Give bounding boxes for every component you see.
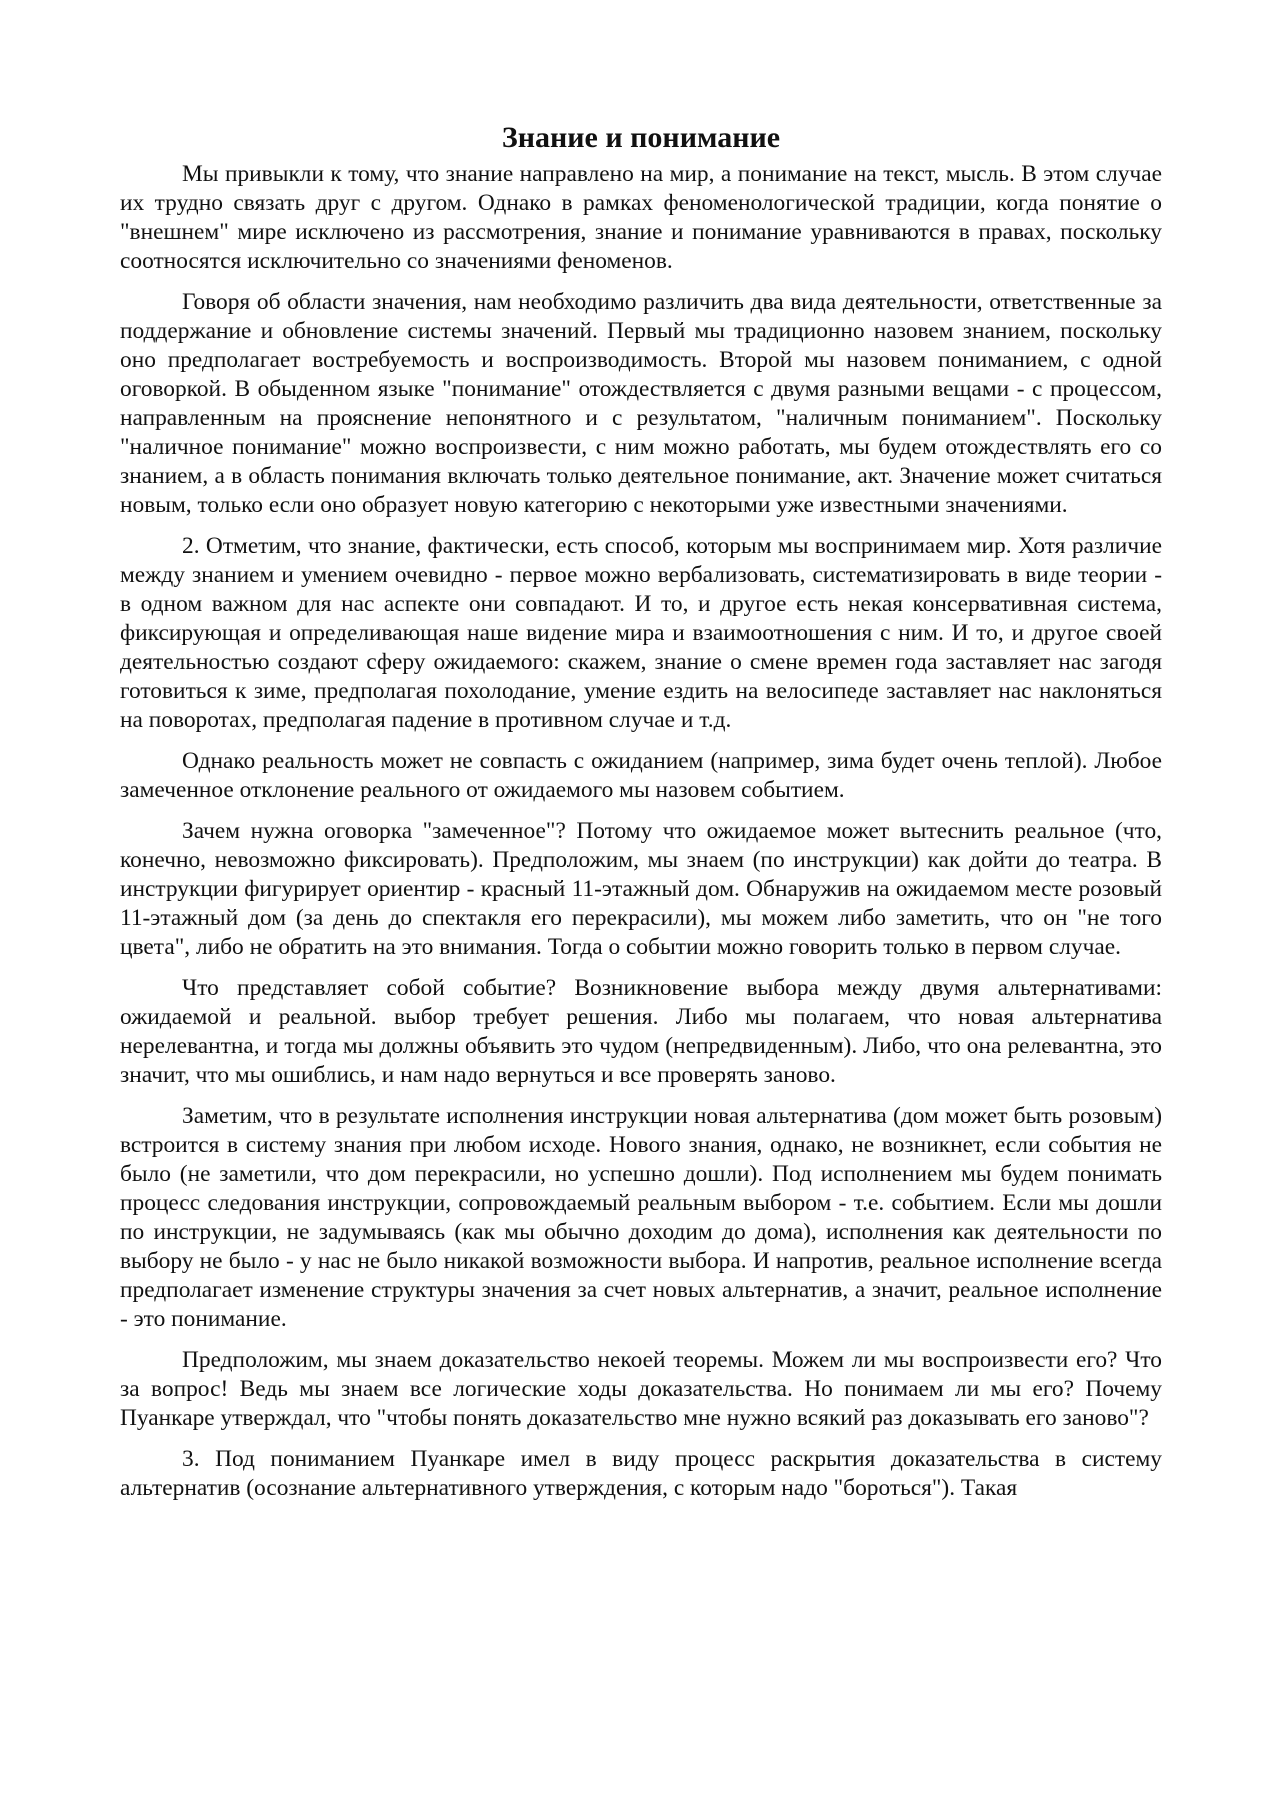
paragraph-7: Заметим, что в результате исполнения инструкции новая альтернатива (дом может быть розовым) встроится в систему знания при любом исходе. Нового знания, однако, не возникнет, если события не было (не заметили, что дом перекрасили, но успешно дошли). Под исполнением мы будем понимать процесс следования инструкции, сопровождаемый реальным выбором - т.е. событием. Если мы дошли по инструкции, не задумываясь (как мы обычно доходим до дома), исполнения как деятельности по выбору не было - у нас не было никакой возможности выбора. И напротив, реальное исполнение всегда предполагает изменение структуры значения за счет новых альтернатив, а значит, реальное исполнение - это понимание.: [120, 1103, 1162, 1332]
paragraph-3: 2. Отметим, что знание, фактически, есть способ, которым мы воспринимаем мир. Хотя различие между знанием и умением очевидно - первое можно вербализовать, систематизировать в виде теории - в одном важном для нас аспекте они совпадают. И то, и другое есть некая консервативная система, фиксирующая и определивающая наше видение мира и взаимоотношения с ним. И то, и другое своей деятельностью создают сферу ожидаемого: скажем, знание о смене времен года заставляет нас загодя готовиться к зиме, предполагая похолодание, умение ездить на велосипеде заставляет нас наклоняться на поворотах, предполагая падение в противном случае и т.д.: [120, 533, 1162, 733]
paragraph-6: Что представляет собой событие? Возникновение выбора между двумя альтернативами: ожидаемой и реальной. выбор требует решения. Либо мы полагаем, что новая альтернатива нерелевантна, и тогда мы должны объявить это чудом (непредвиденным). Либо, что она релевантна, это значит, что мы ошиблись, и нам надо вернуться и все проверять заново.: [120, 975, 1162, 1088]
paragraph-4: Однако реальность может не совпасть с ожиданием (например, зима будет очень теплой). Любое замеченное отклонение реального от ожидаемого мы назовем событием.: [120, 748, 1162, 803]
document-body: [120, 118, 1162, 1515]
paragraph-9: 3. Под пониманием Пуанкаре имел в виду процесс раскрытия доказательства в систему альтернатив (осознание альтернативного утверждения, с которым надо "бороться"). Такая: [120, 1446, 1162, 1501]
document-title: Знание и понимание: [501, 121, 781, 154]
paragraph-2: Говоря об области значения, нам необходимо различить два вида деятельности, ответственные за поддержание и обновление системы значений. Первый мы традиционно назовем знанием, поскольку оно предполагает востребуемость и воспроизводимость. Второй мы назовем пониманием, с одной оговоркой. В обыденном языке "понимание" отождествляется с двумя разными вещами - с процессом, направленным на прояснение непонятного и с результатом, "наличным пониманием". Поскольку "наличное понимание" можно воспроизвести, с ним можно работать, мы будем отождествлять его со знанием, а в область понимания включать только деятельное понимание, акт. Значение может считаться новым, только если оно образует новую категорию с некоторыми уже известными значениями.: [120, 289, 1162, 518]
paragraph-5: Зачем нужна оговорка "замеченное"? Потому что ожидаемое может вытеснить реальное (что, конечно, невозможно фиксировать). Предположим, мы знаем (по инструкции) как дойти до театра. В инструкции фигурирует ориентир - красный 11-этажный дом. Обнаружив на ожидаемом месте розовый 11-этажный дом (за день до спектакля его перекрасили), мы можем либо заметить, что он "не того цвета", либо не обратить на это внимания. Тогда о событии можно говорить только в первом случае.: [120, 818, 1162, 960]
paragraph-1: Мы привыкли к тому, что знание направлено на мир, а понимание на текст, мысль. В этом случае их трудно связать друг с другом. Однако в рамках феноменологической традиции, когда понятие о "внешнем" мире исключено из рассмотрения, знание и понимание уравниваются в правах, поскольку соотносятся исключительно со значениями феноменов.: [120, 161, 1162, 274]
paragraph-8: Предположим, мы знаем доказательство некоей теоремы. Можем ли мы воспроизвести его? Что за вопрос! Ведь мы знаем все логические ходы доказательства. Но понимаем ли мы его? Почему Пуанкаре утверждал, что "чтобы понять доказательство мне нужно всякий раз доказывать его заново"?: [120, 1347, 1162, 1431]
